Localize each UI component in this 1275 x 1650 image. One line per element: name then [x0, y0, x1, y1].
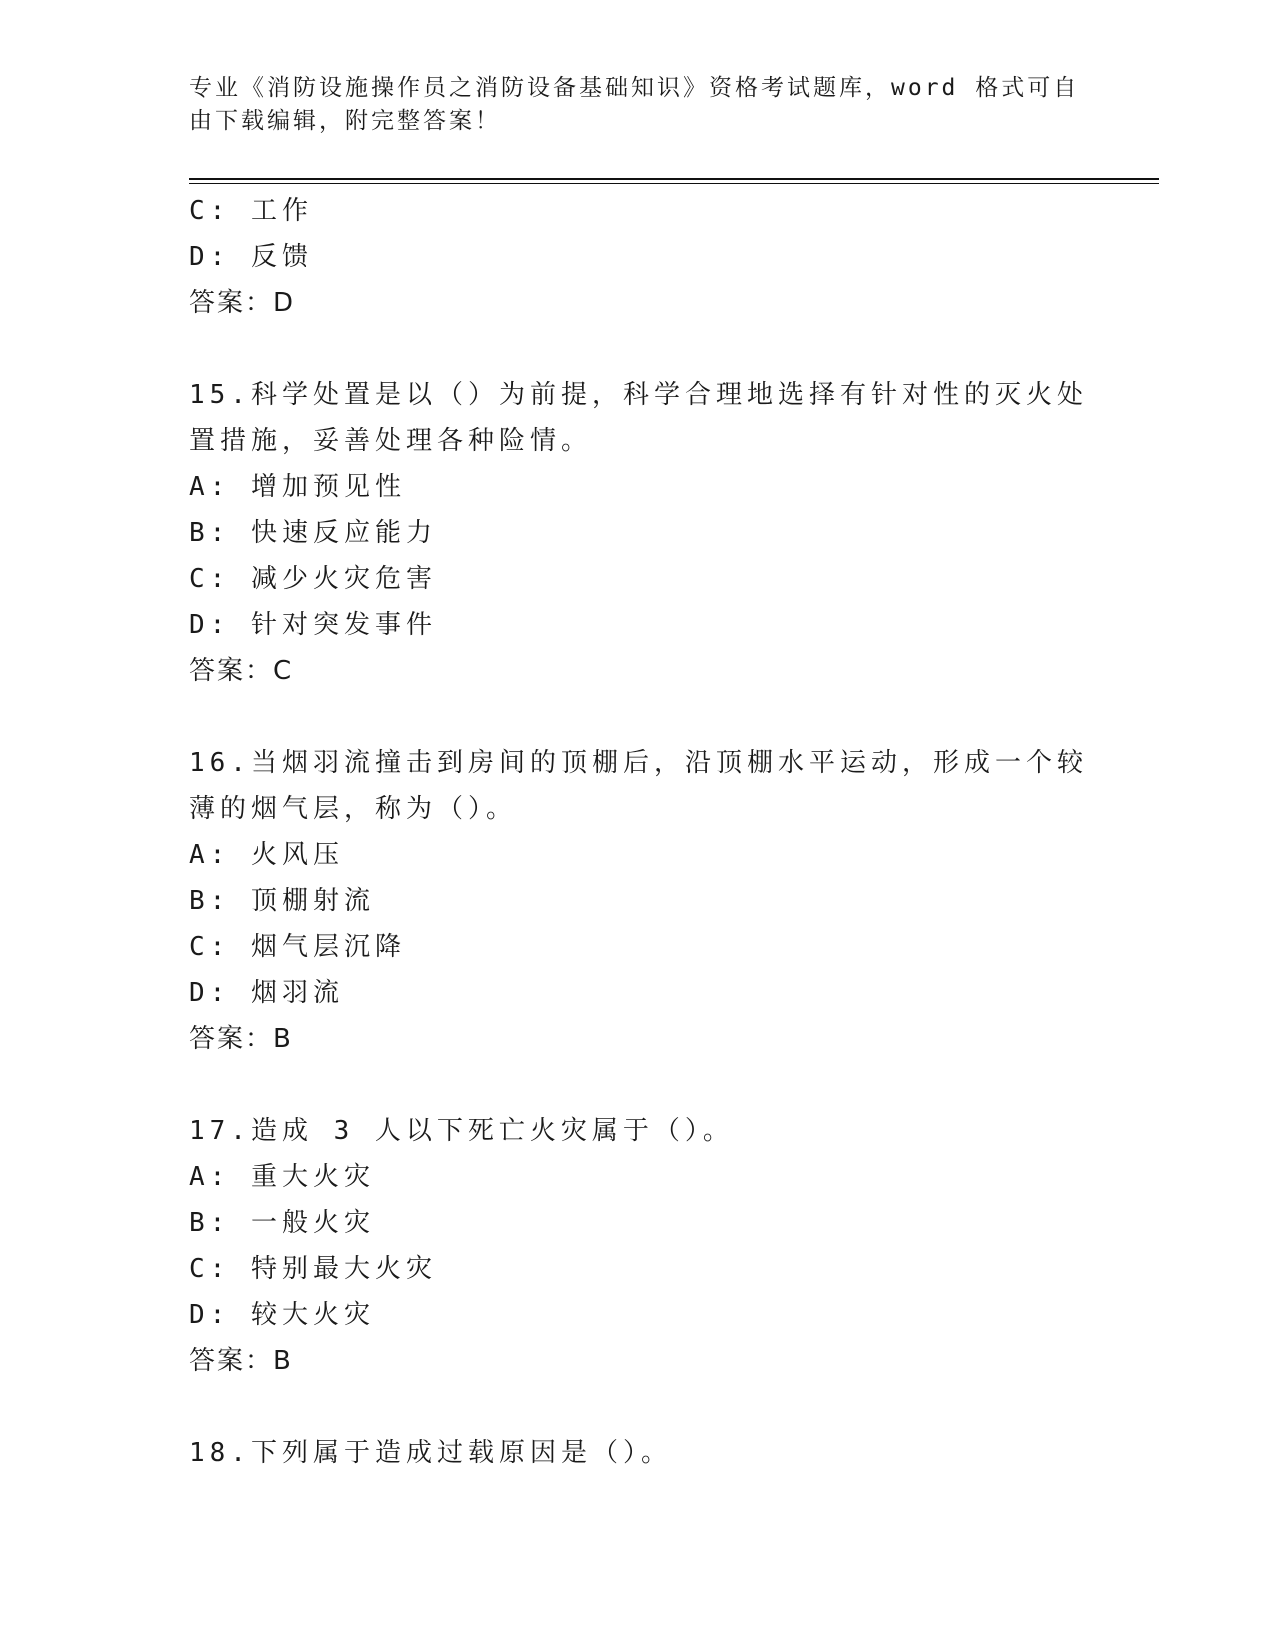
- answer-line: 答案：C: [189, 656, 294, 686]
- option-d: D: 较大火灾: [189, 1300, 375, 1330]
- header-divider-thin: [189, 183, 1159, 184]
- header-divider-thick: [189, 178, 1159, 180]
- option-a: A: 火风压: [189, 840, 344, 870]
- question-continued: [189, 188, 1089, 326]
- option-b: B: 一般火灾: [189, 1208, 375, 1238]
- question-17: [189, 1108, 1089, 1384]
- question-list: [189, 188, 1089, 1476]
- question-stem: 17.造成 3 人以下死亡火灾属于（）。: [189, 1116, 734, 1146]
- spacer: [189, 326, 1089, 372]
- option-d: D: 针对突发事件: [189, 610, 437, 640]
- question-stem: 16.当烟羽流撞击到房间的顶棚后，沿顶棚水平运动，形成一个较薄的烟气层，称为（）。: [189, 748, 1088, 824]
- answer-line: 答案：B: [189, 1346, 293, 1376]
- answer-line: 答案：B: [189, 1024, 293, 1054]
- option-a: A: 重大火灾: [189, 1162, 375, 1192]
- question-16: [189, 740, 1089, 1062]
- header-note: 专业《消防设施操作员之消防设备基础知识》资格考试题库，word 格式可自由下载编辑，附完整答案！: [189, 75, 1080, 134]
- option-b: B: 快速反应能力: [189, 518, 437, 548]
- question-15: [189, 372, 1089, 694]
- option-d: D: 反馈: [189, 242, 313, 272]
- option-d: D: 烟羽流: [189, 978, 344, 1008]
- option-c: C: 减少火灾危害: [189, 564, 437, 594]
- option-c: C: 特别最大火灾: [189, 1254, 437, 1284]
- option-b: B: 顶棚射流: [189, 886, 375, 916]
- spacer: [189, 1384, 1089, 1430]
- question-stem: 18.下列属于造成过载原因是（）。: [189, 1438, 672, 1468]
- question-stem: 15.科学处置是以（）为前提，科学合理地选择有针对性的灭火处置措施，妥善处理各种险情。: [189, 380, 1088, 456]
- option-a: A: 增加预见性: [189, 472, 406, 502]
- spacer: [189, 1062, 1089, 1108]
- question-18: [189, 1430, 1089, 1476]
- option-c: C: 烟气层沉降: [189, 932, 406, 962]
- spacer: [189, 694, 1089, 740]
- option-c: C: 工作: [189, 196, 313, 226]
- answer-line: 答案：D: [189, 288, 296, 318]
